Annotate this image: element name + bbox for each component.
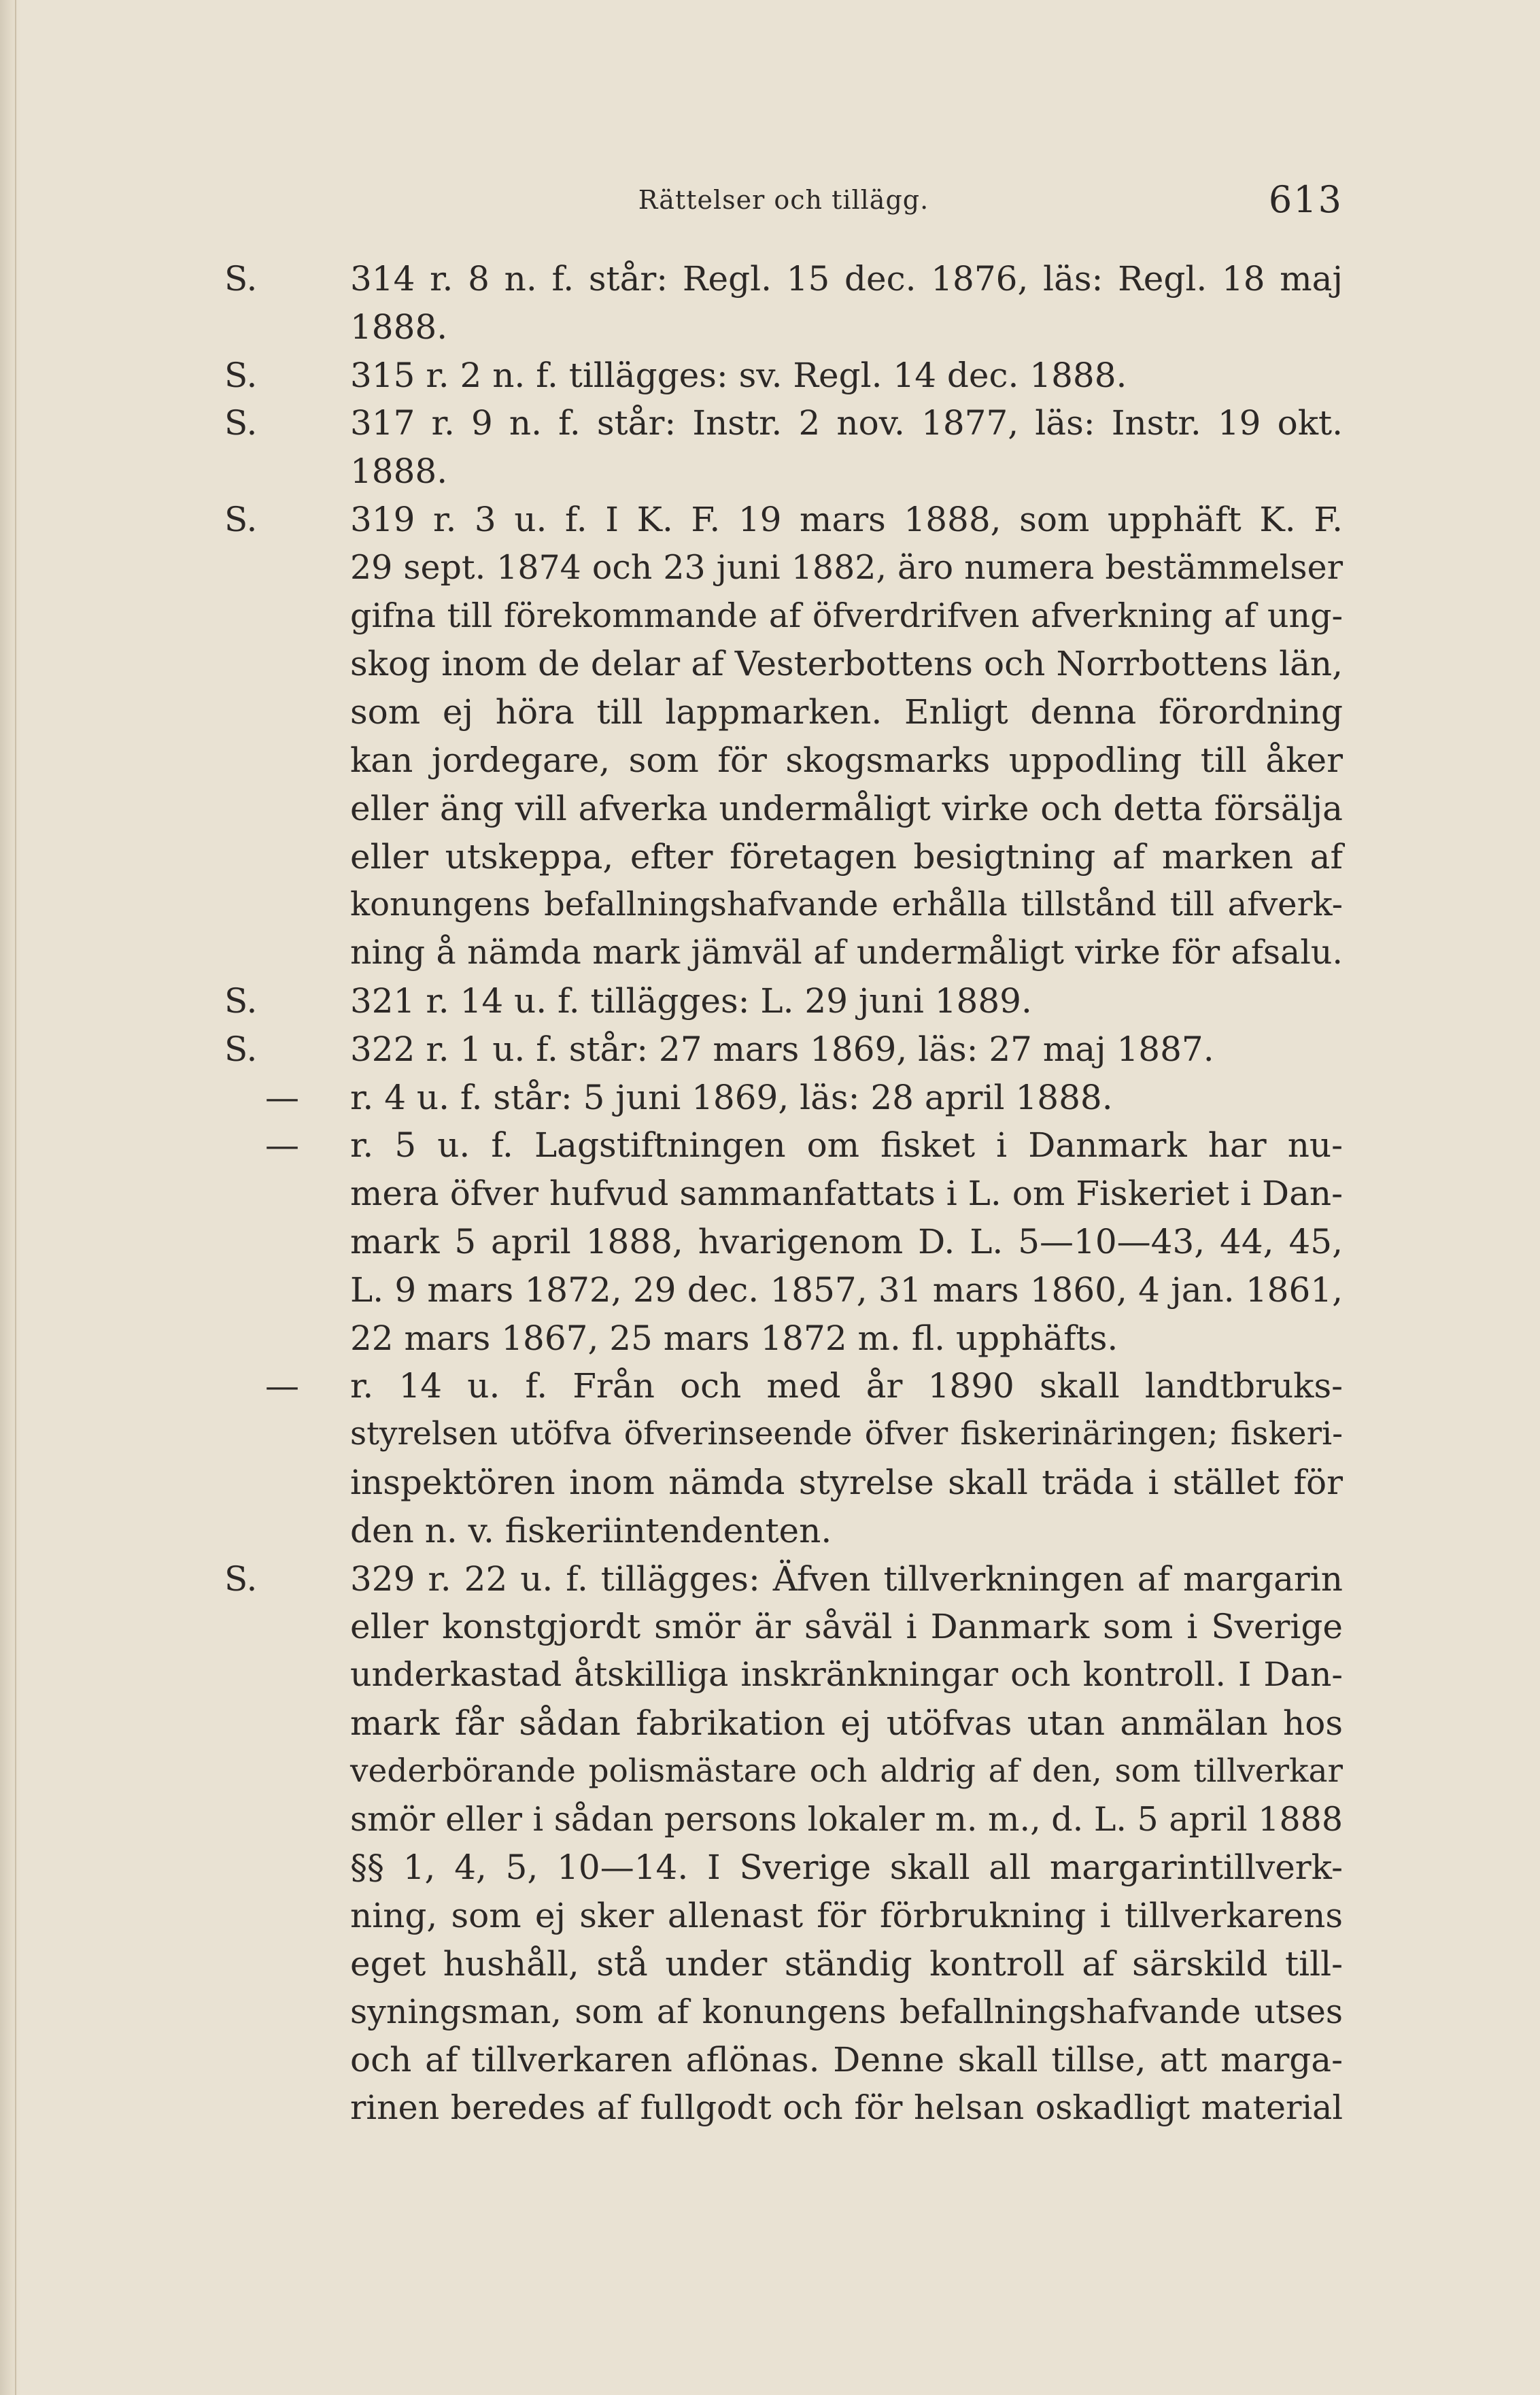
binding-line [15, 0, 16, 2395]
entry [224, 1025, 1343, 1074]
entry [224, 1362, 1343, 1555]
text-line: kan jordegare, som för skogsmarks uppodling till åker [350, 740, 1343, 780]
text-line: som ej höra till lappmarken. Enligt denna förordning [350, 692, 1343, 732]
text-line: mera öfver hufvud sammanfattats i L. om Fiskeriet i Dan- [350, 1174, 1343, 1214]
entry-label: S. [224, 1559, 258, 1599]
text-line: smör eller i sådan persons lokaler m. m., d. L. 5 april 1888 [350, 1799, 1343, 1839]
entry-label: S. [224, 981, 258, 1021]
text-line: eller konstgjordt smör är såväl i Danmark som i Sverige [350, 1607, 1343, 1647]
entry-dash: — [265, 1077, 299, 1117]
text-line: 22 mars 1867, 25 mars 1872 m. fl. upphäfts. [350, 1318, 1118, 1358]
text-line: ning å nämda mark jämväl af undermåligt virke för afsalu. [350, 933, 1343, 972]
page-body [224, 255, 1343, 2133]
text-line: 321 r. 14 u. f. tillägges: L. 29 juni 1889. [350, 981, 1032, 1021]
text-line: r. 5 u. f. Lagstiftningen om fisket i Danmark har nu- [350, 1125, 1343, 1166]
text-line: 1888. [350, 307, 448, 347]
text-line: inspektören inom nämda styrelse skall träda i stället för [350, 1462, 1343, 1502]
text-line: r. 14 u. f. Från och med år 1890 skall landtbruks- [350, 1366, 1343, 1406]
entry [224, 1121, 1343, 1362]
text-line: vederbörande polismästare och aldrig af den, som tillverkar [350, 1752, 1343, 1790]
text-line: underkastad åtskilliga inskränkningar och kontroll. I Dan- [350, 1655, 1343, 1695]
entry [224, 1074, 1343, 1122]
entry-label: S. [224, 1029, 258, 1069]
text-line: 1888. [350, 452, 448, 492]
text-line: gifna till förekommande af öfverdrifven afverkning af ung- [350, 596, 1343, 635]
entry-label: S. [224, 499, 258, 539]
text-line: skog inom de delar af Vesterbottens och Norrbottens län, [350, 644, 1343, 684]
entry [224, 352, 1343, 400]
text-line: mark 5 april 1888, hvarigenom D. L. 5—10—43, 44, 45, [350, 1221, 1343, 1261]
text-line: och af tillverkaren aflönas. Denne skall tillse, att marga- [350, 2040, 1343, 2080]
entry [224, 496, 1343, 977]
entry [224, 399, 1343, 496]
text-line: L. 9 mars 1872, 29 dec. 1857, 31 mars 1860, 4 jan. 1861, [350, 1270, 1343, 1310]
page-header [224, 178, 1343, 226]
text-line: konungens befallningshafvande erhålla tillstånd till afverk- [350, 885, 1343, 924]
text-line: 322 r. 1 u. f. står: 27 mars 1869, läs: 27 maj 1887. [350, 1029, 1214, 1069]
text-line: eller utskeppa, efter företagen besigtning af marken af [350, 836, 1343, 877]
entry [224, 1555, 1343, 2133]
text-line: eget hushåll, stå under ständig kontroll af särskild till- [350, 1943, 1343, 1984]
text-line: mark får sådan fabrikation ej utöfvas utan anmälan hos [350, 1703, 1343, 1743]
text-line: 29 sept. 1874 och 23 juni 1882, äro numera bestämmelser [350, 547, 1343, 587]
text-line: 317 r. 9 n. f. står: Instr. 2 nov. 1877, läs: Instr. 19 okt. [350, 403, 1343, 443]
running-title: Rättelser och tillägg. [638, 185, 929, 215]
text-line: den n. v. fiskeriintendenten. [350, 1510, 832, 1550]
page-edge-shadow [0, 0, 20, 2395]
text-line: §§ 1, 4, 5, 10—14. I Sverige skall all margarintillverk- [350, 1848, 1343, 1888]
entry-label: S. [224, 355, 258, 395]
text-line: ning, som ej sker allenast för förbrukning i tillverkarens [350, 1896, 1343, 1936]
entry-label: S. [224, 403, 258, 443]
text-line: r. 4 u. f. står: 5 juni 1869, läs: 28 april 1888. [350, 1077, 1113, 1117]
text-line: syningsman, som af konungens befallningshafvande utses [350, 1992, 1343, 2031]
entry-dash: — [265, 1366, 299, 1406]
text-line: 314 r. 8 n. f. står: Regl. 15 dec. 1876, läs: Regl. 18 maj [350, 259, 1343, 299]
text-line: rinen beredes af fullgodt och för helsan oskadligt material [350, 2088, 1343, 2128]
entry [224, 255, 1343, 352]
text-line: styrelsen utöfva öfverinseende öfver fiskerinäringen; fiskeri- [350, 1415, 1343, 1453]
text-line: eller äng vill afverka undermåligt virke och detta försälja [350, 788, 1343, 828]
entry [224, 977, 1343, 1025]
text-line: 329 r. 22 u. f. tillägges: Äfven tillverkningen af margarin [350, 1559, 1343, 1599]
page-number: 613 [1268, 178, 1343, 221]
entry-label: S. [224, 259, 258, 299]
text-line: 315 r. 2 n. f. tillägges: sv. Regl. 14 dec. 1888. [350, 355, 1127, 395]
text-line: 319 r. 3 u. f. I K. F. 19 mars 1888, som upphäft K. F. [350, 499, 1343, 539]
entry-dash: — [265, 1125, 299, 1166]
